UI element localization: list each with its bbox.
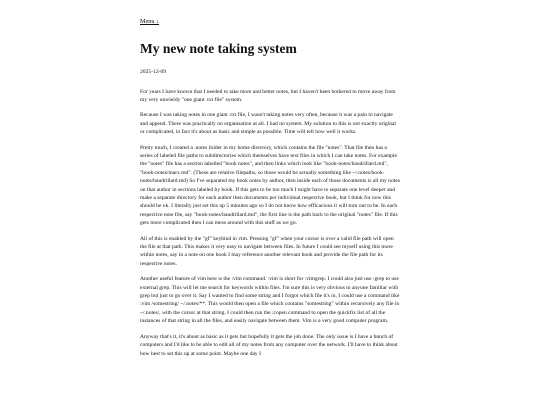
post-date: 2025-12-09 [140, 68, 167, 75]
post-paragraph-2: Because I was taking notes in one giant .txt file, I wasn't taking notes very often, because it was a pain to navigate and append. There was practically no organisation at all. I had no system. My solution to this is not exactly original or complicated, in fact it's about as basic and simple as possible. Time will tell how well it works. [140, 112, 396, 136]
post-paragraph-5: Another useful feature of vim here is the :vim command. :vim is short for :vimgrep. I could also just use :grep to use external grep. This will let me search for keywords within files. I'm sure this is very obvious to anyone familiar with grep but just to go over it. Say I wanted to find some string and I forgot which file it's in, I could use a command like :vim /somestring/ ~/.notes/**. This would then open a file which contains "somestring" within recursively any file in ~/.notes/, with the cursor at that string. I could then run the :copen command to open the quickfix list of all the instances of that string in all the files, and easily navigate between them. Vim is a very good computer program. [140, 276, 400, 325]
menu-link[interactable]: Menu ↓ [140, 18, 160, 25]
post-body [140, 88, 540, 358]
post-paragraph-6: Anyway that's it, it's about as basic as it gets but hopefully it gets the job done. The only issue is I have a bunch of computers and I'd like to be able to edit all of my notes from any computer over the network. I'll have to think about how best to set this up at some point. Maybe one day I [140, 333, 398, 357]
post-paragraph-1: For years I have known that I needed to take more and better notes, but I haven't been bothered to move away from my very unwieldy "one giant .txt file" system. [140, 88, 396, 103]
post-paragraph-3: Pretty much, I created a .notes folder in my home directory, which contains the file "notes". That file then has a series of labeled file paths to subdirectories which themselves have text files in which I can take notes. For example the "notes" file has a section labelled "book notes", and then links which look like "book-notes/baudrillard.md", "book-notes/marx.md". (These are relative filepaths, so those would be actually something like ~/.notes/book-notes/baudrillard.md) So I've separated my book notes by author, then inside each of those documents is all my notes on that author in sections labeled by book. If this gets to be too much I might have to separate one level deeper and make a separate directory for each author then documents per individual respective book, but I think for now this should be ok. I literally just set this up 5 minutes ago so I do not know how efficacious it will turn out to be. In each respective note file, say "book-notes/baudrillard.md", the first line is the path back to the original "notes" file. If this gets more complicated then I can mess around with this stuff as we go. [140, 144, 400, 227]
post-paragraph-4: All of this is enabled by the "gf" keybind in vim. Pressing "gf" when your cursor is over a valid file path will open the file at that path. This makes it very easy to navigate between files. In future I could see myself using this more within notes, say in a note on one book I may reference another relevant book and provide the file path for its respective notes. [140, 235, 394, 267]
post-title: My new note taking system [140, 41, 297, 56]
page [140, 0, 540, 358]
